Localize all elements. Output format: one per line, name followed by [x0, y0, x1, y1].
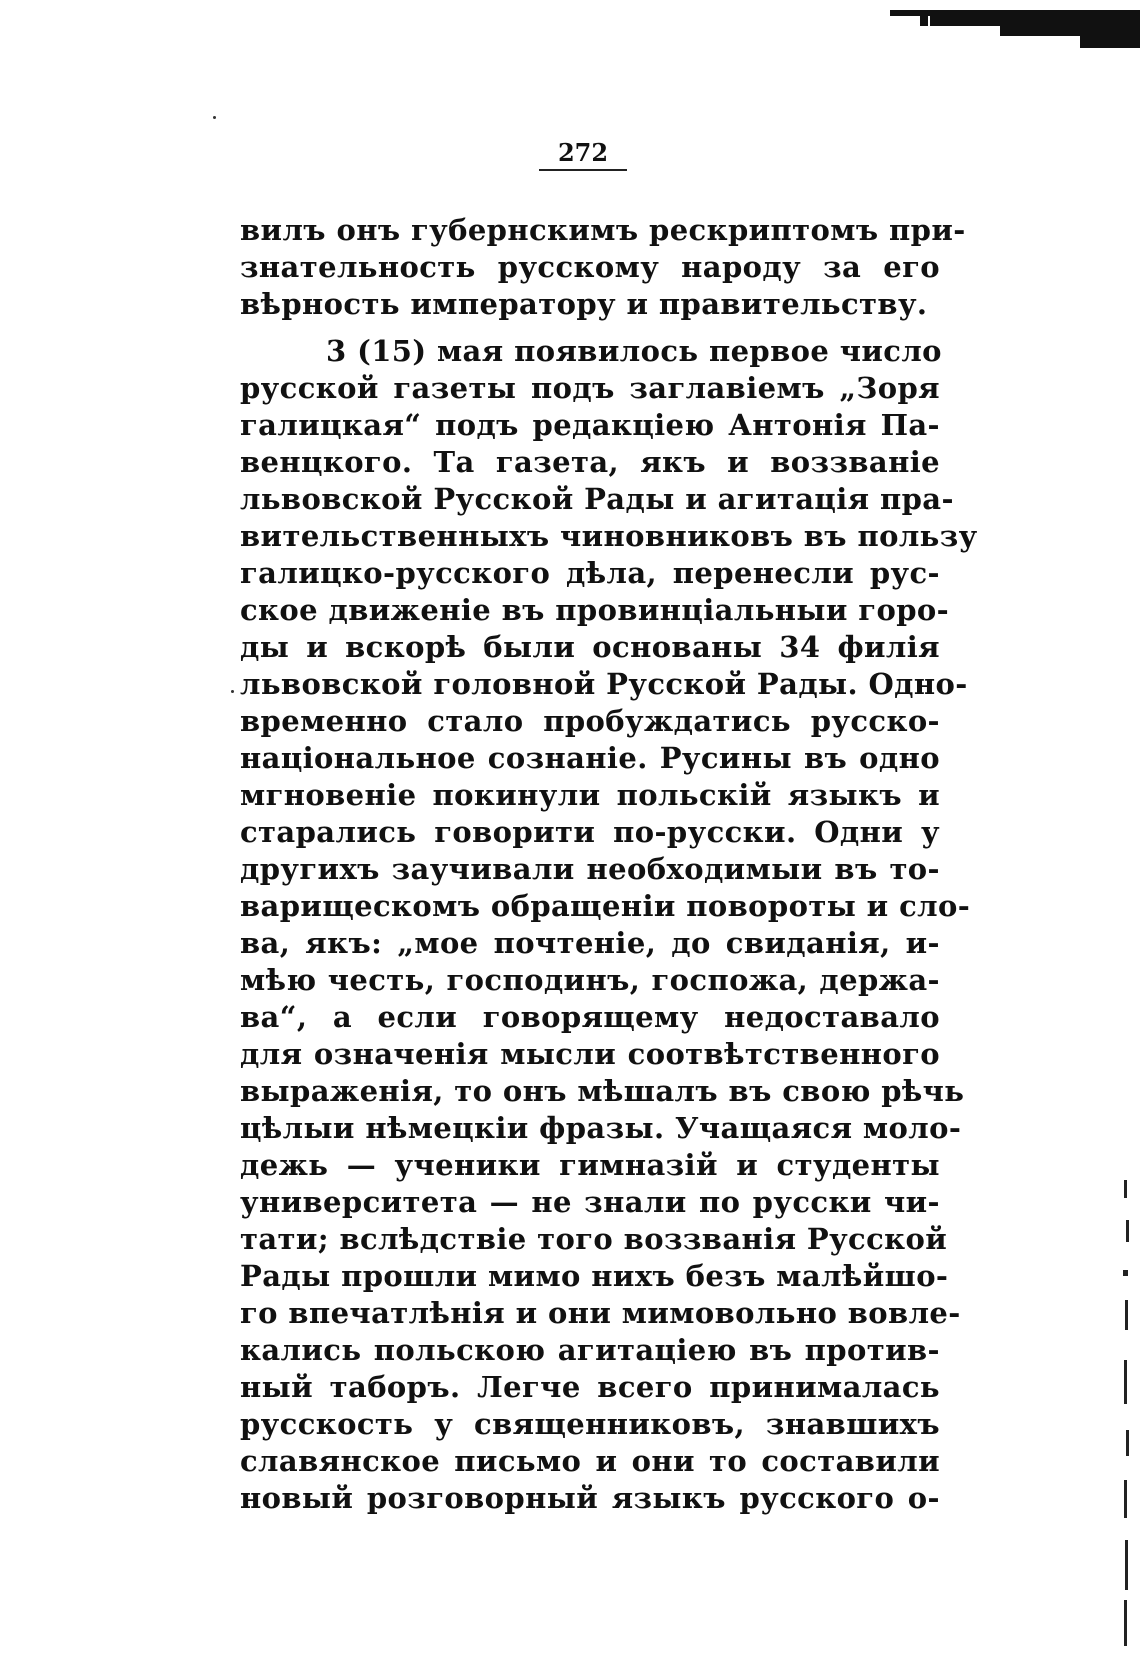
- paragraph: [240, 333, 978, 1517]
- page-header: [538, 139, 628, 171]
- text-line: цѣлыи нѣмецкіи фразы. Учащаяся моло-: [240, 1111, 962, 1145]
- text-line: львовской головной Русской Рады. Одно-: [240, 667, 968, 701]
- text-line: варищескомъ обращеніи повороты и сло-: [240, 889, 971, 923]
- text-line: венцкого. Та газета, якъ и воззваніе: [240, 445, 940, 479]
- scan-edge-noise: [1102, 1180, 1132, 1650]
- text-line: славянское письмо и они то составили: [240, 1444, 940, 1478]
- scan-speck: [213, 116, 216, 119]
- text-line: временно стало пробуждатись русско-: [240, 704, 940, 738]
- text-line: ва“, а если говорящему недоставало: [240, 1000, 940, 1034]
- text-line: вилъ онъ губернскимъ рескриптомъ при-: [240, 213, 966, 247]
- text-line: мгновеніе покинули польскій языкъ и: [240, 778, 940, 812]
- text-line: го впечатлѣнія и они мимовольно вовле-: [240, 1296, 961, 1330]
- text-line: галицко-русского дѣла, перенесли рус-: [240, 556, 940, 590]
- text-line: Рады прошли мимо нихъ безъ малѣйшо-: [240, 1259, 949, 1293]
- text-line: русской газеты подъ заглавіемъ „Зоря: [240, 371, 940, 405]
- text-line: университета — не знали по русски чи-: [240, 1185, 940, 1219]
- text-line: мѣю честь, господинъ, госпожа, держа-: [240, 963, 940, 997]
- paragraph-gap: [240, 323, 940, 333]
- text-line: ское движеніе въ провинціальныи горо-: [240, 593, 950, 627]
- text-line: ва, якъ: „мое почтеніе, до свиданія, и-: [240, 926, 940, 960]
- text-line: вительственныхъ чиновниковъ въ пользу: [240, 519, 978, 553]
- text-line: выраженія, то онъ мѣшалъ въ свою рѣчь: [240, 1074, 965, 1108]
- text-line: ный таборъ. Легче всего принималась: [240, 1370, 940, 1404]
- text-line: ды и вскорѣ были основаны 34 филія: [240, 630, 940, 664]
- text-line: тати; вслѣдствіе того воззванія Русской: [240, 1222, 948, 1256]
- text-line: другихъ заучивали необходимыи въ то-: [240, 852, 940, 886]
- scan-speck: [231, 690, 234, 693]
- paragraph: [240, 212, 966, 323]
- scan-edge-mark: [890, 4, 1140, 50]
- text-line: кались польскою агитаціею въ против-: [240, 1333, 940, 1367]
- text-line: для означенія мысли соотвѣтственного: [240, 1037, 940, 1071]
- page-number: 272: [557, 138, 609, 167]
- text-line: вѣрность императору и правительству.: [240, 287, 928, 321]
- page-number-rule: [539, 169, 627, 171]
- text-line: новый розговорный языкъ русского о-: [240, 1481, 940, 1515]
- text-line: русскость у священниковъ, знавшихъ: [240, 1407, 940, 1441]
- text-line: національное сознаніе. Русины въ одно: [240, 741, 940, 775]
- text-line: старались говорити по-русски. Одни у: [240, 815, 940, 849]
- text-line: 3 (15) мая появилось первое число: [326, 334, 942, 368]
- text-line: львовской Русской Рады и агитація пра-: [240, 482, 954, 516]
- text-line: дежь — ученики гимназій и студенты: [240, 1148, 940, 1182]
- text-line: знательность русскому народу за его: [240, 250, 940, 284]
- body-text: [240, 212, 978, 1517]
- text-line: галицкая“ подъ редакціею Антонія Па-: [240, 408, 940, 442]
